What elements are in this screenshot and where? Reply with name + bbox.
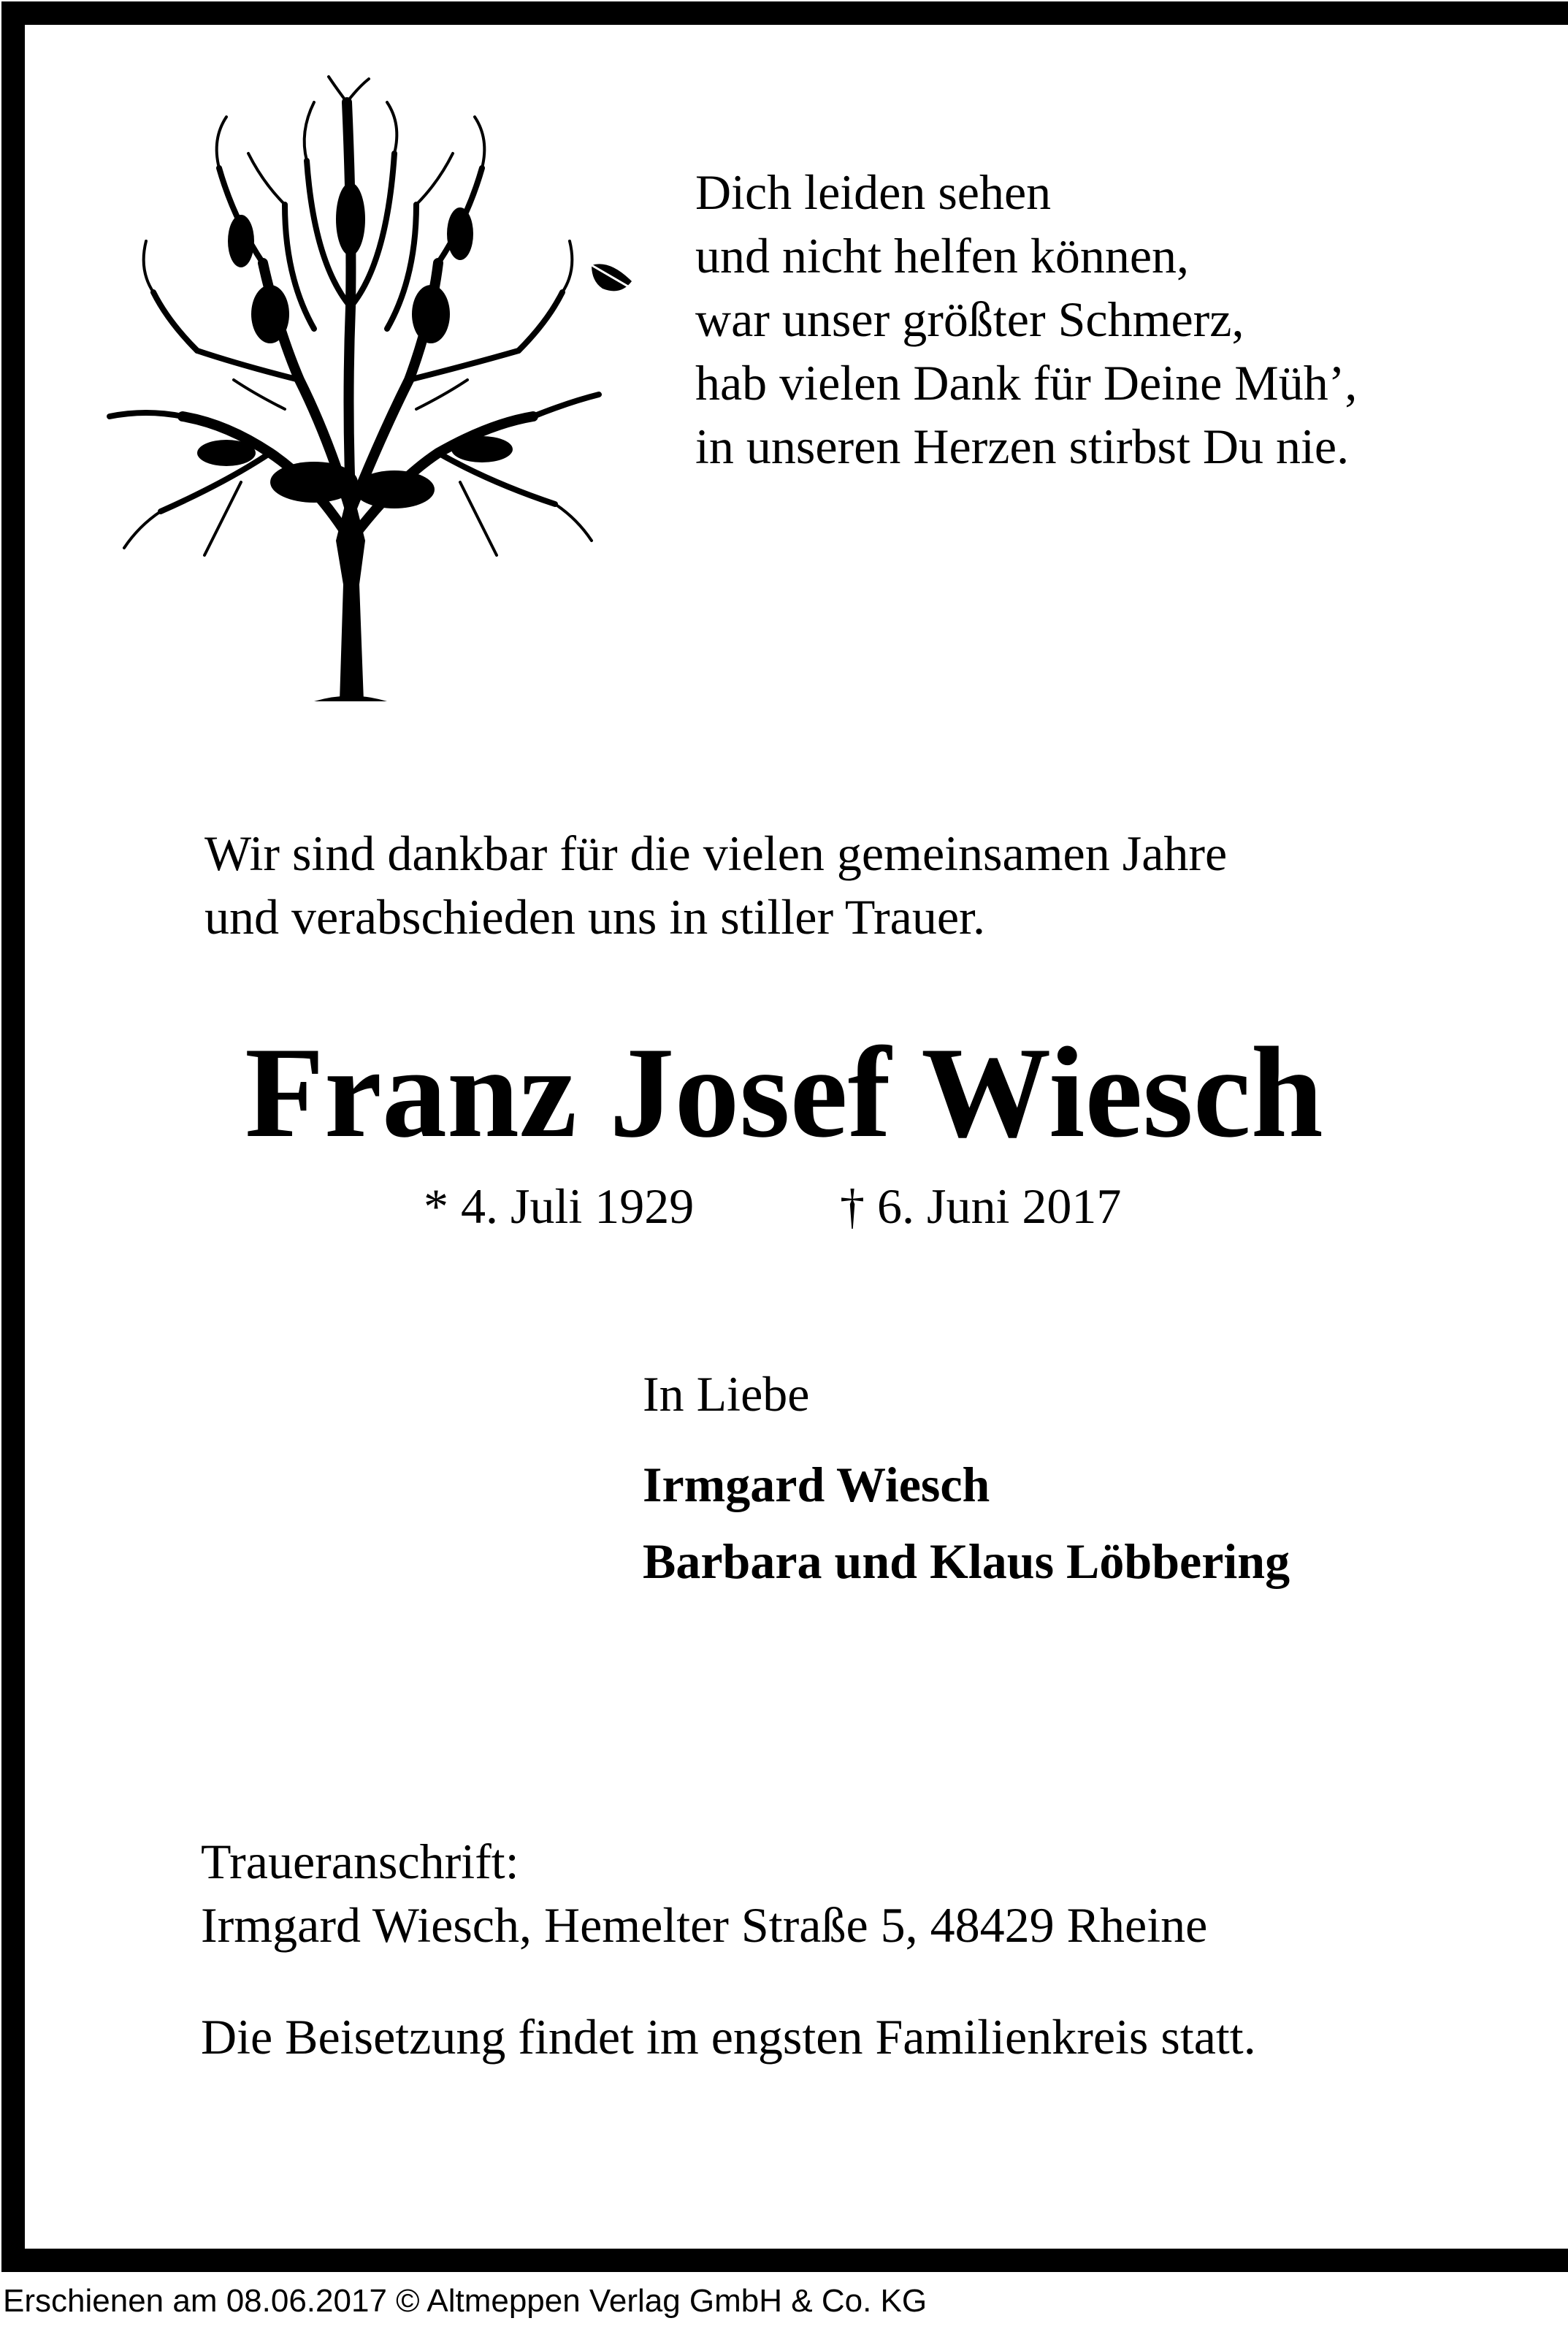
mourner-name: Barbara und Klaus Löbbering (643, 1533, 1290, 1589)
poem-line: war unser größter Schmerz, (695, 291, 1244, 347)
poem-line: und nicht helfen können, (695, 228, 1190, 283)
gratitude-text (204, 822, 1227, 949)
poem-line: in unseren Herzen stirbst Du nie. (695, 419, 1350, 474)
gratitude-line: und verabschieden uns in stiller Trauer. (204, 889, 985, 945)
mourner-name: Irmgard Wiesch (643, 1457, 990, 1512)
poem-line: hab vielen Dank für Deine Müh’, (695, 355, 1358, 411)
mourners-list (643, 1446, 1290, 1600)
address-label: Traueranschrift: (201, 1834, 519, 1889)
death-date: † 6. Juni 2017 (840, 1178, 1122, 1234)
address-value: Irmgard Wiesch, Hemelter Straße 5, 48429 Rheine (201, 1897, 1208, 1953)
tree-icon (95, 73, 606, 701)
falling-leaf-icon (588, 259, 639, 303)
in-love-label: In Liebe (643, 1366, 810, 1422)
deceased-name: Franz Josef Wiesch (245, 1020, 1323, 1164)
burial-note: Die Beisetzung findet im engsten Familienkreis statt. (201, 2009, 1256, 2065)
poem-line: Dich leiden sehen (695, 164, 1052, 220)
birth-date: * 4. Juli 1929 (424, 1178, 695, 1234)
gratitude-line: Wir sind dankbar für die vielen gemeinsamen Jahre (204, 826, 1228, 881)
mourning-address (201, 1830, 1207, 1957)
poem (695, 161, 1357, 479)
publication-footer: Erschienen am 08.06.2017 © Altmeppen Verlag GmbH & Co. KG (3, 2283, 928, 2319)
